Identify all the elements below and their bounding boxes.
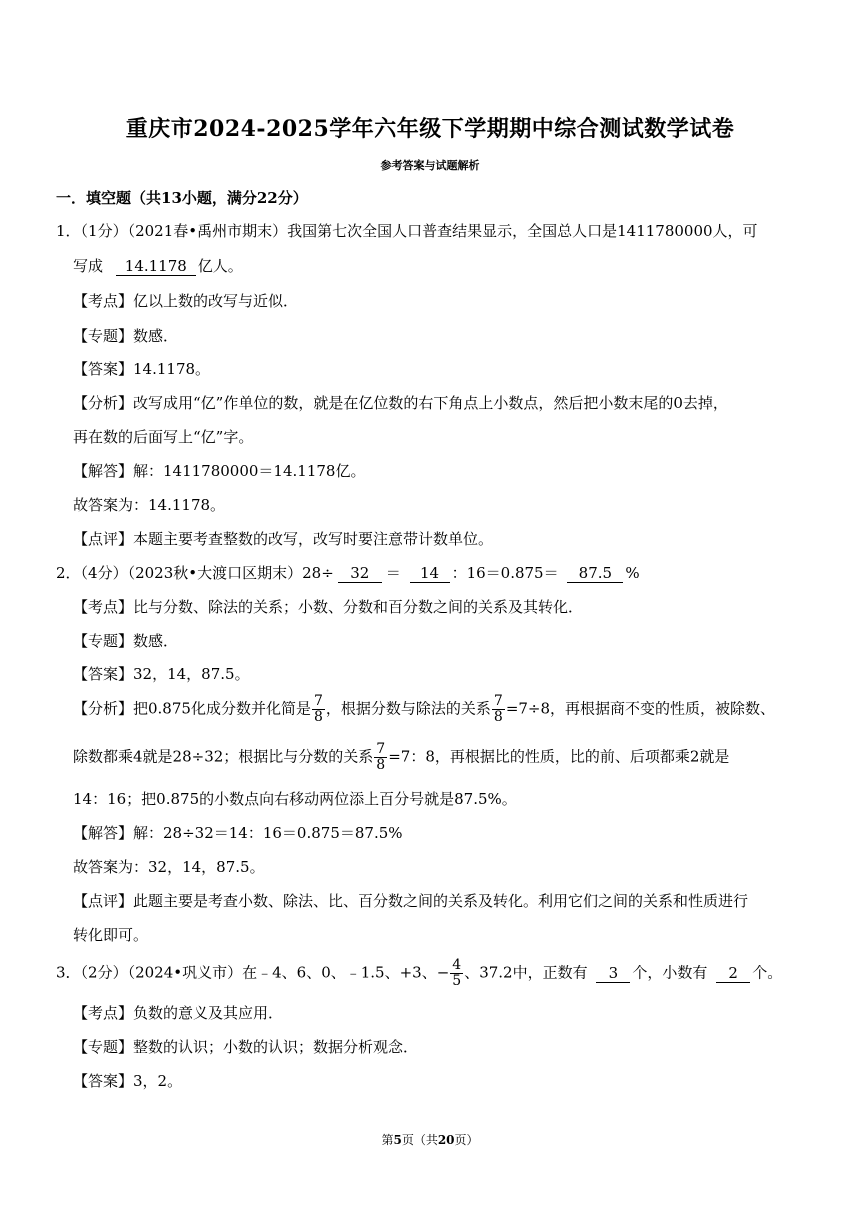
q2-daan: 【答案】32，14，87.5。	[73, 665, 250, 683]
q1-stem-prefix: 写成	[73, 257, 104, 275]
q2-answer-blank-3: 87.5	[567, 564, 623, 583]
q3-fraction	[450, 958, 463, 989]
q2-fraction-3-denominator: 8	[376, 757, 386, 773]
q2-guda: 故答案为：32，14，87.5。	[73, 858, 265, 876]
footer-prefix: 第	[381, 1133, 394, 1147]
section-heading: 一．填空题（共13小题，满分22分）	[56, 189, 308, 207]
q1-fenxi-line1: 【分析】改写成用“亿”作单位的数，就是在亿位数的右下角点上小数点，然后把小数末尾的0去掉，	[73, 394, 728, 412]
q1-daan: 【答案】14.1178。	[73, 360, 211, 378]
q2-fraction-2-numerator: 7	[493, 693, 503, 709]
q2-dianping-line1: 【点评】此题主要是考查小数、除法、比、百分数之间的关系及转化。利用它们之间的关系和性质进行	[73, 892, 749, 910]
q2-fraction-3	[374, 742, 387, 773]
q1-stem-line2	[73, 255, 243, 277]
q3-stem-suffix: 个。	[752, 963, 783, 982]
q3-fraction-denominator: 5	[452, 973, 462, 989]
q2-zhuanti: 【专题】数感．	[73, 632, 179, 650]
page-subtitle: 参考答案与试题解析	[380, 159, 480, 172]
q2-stem-suffix: %	[625, 564, 640, 582]
q2-answer-blank-2: 14	[410, 564, 450, 583]
q2-answer-blank-1: 32	[338, 564, 382, 583]
q3-daan: 【答案】3，2。	[73, 1072, 183, 1090]
q3-answer-blank-2: 2	[716, 964, 750, 983]
q2-stem-mid: ：16＝0.875＝	[451, 564, 559, 582]
q2-fenxi-text-b: ，根据分数与除法的关系	[325, 699, 491, 718]
q2-fraction-1	[312, 694, 325, 725]
footer-page-total: 20	[437, 1133, 455, 1147]
q3-zhuanti: 【专题】整数的认识；小数的认识；数据分析观念．	[73, 1038, 419, 1056]
q1-stem-suffix: 亿人。	[197, 257, 243, 275]
q2-fenxi-line1	[73, 694, 775, 725]
footer-page-number: 5	[393, 1133, 402, 1147]
q1-zhuanti: 【专题】数感．	[73, 327, 179, 345]
q2-fenxi-text-e: =7：8，再根据比的性质，比的前、后项都乘2就是	[388, 747, 730, 766]
q2-fraction-2-denominator: 8	[493, 709, 503, 725]
q3-stem-mid: 、37.2中，正数有	[464, 963, 588, 982]
q2-stem-prefix: 2．（4分）（2023秋•大渡口区期末）28÷	[56, 564, 334, 582]
page-title: 重庆市2024-2025学年六年级下学期期中综合测试数学试卷	[125, 116, 735, 142]
q1-fenxi-line2: 再在数的后面写上“亿”字。	[73, 428, 254, 446]
q2-fenxi-line2	[73, 742, 729, 773]
q3-stem-prefix: 3．（2分）（2024•巩义市）在﹣4、6、0、﹣1.5、+3、−	[56, 963, 450, 982]
q2-fraction-2	[492, 694, 505, 725]
q2-fenxi-text-c: =7÷8，再根据商不变的性质，被除数、	[505, 699, 776, 718]
q1-answer-blank: 14.1178	[116, 257, 196, 276]
q2-fraction-3-numerator: 7	[376, 741, 386, 757]
q3-stem-mid2: 个，小数有	[632, 963, 708, 982]
q3-answer-blank-1: 3	[596, 964, 630, 983]
q2-fraction-1-numerator: 7	[313, 693, 323, 709]
page-footer	[0, 1131, 860, 1148]
q1-guda: 故答案为：14.1178。	[73, 496, 226, 514]
q2-dianping-line2: 转化即可。	[73, 926, 149, 944]
q2-fenxi-text-a: 【分析】把0.875化成分数并化简是	[73, 699, 311, 718]
q2-kaodian: 【考点】比与分数、除法的关系；小数、分数和百分数之间的关系及其转化．	[73, 598, 584, 616]
q3-fraction-numerator: 4	[452, 957, 462, 973]
q1-stem: 1．（1分）（2021春•禹州市期末）我国第七次全国人口普查结果显示，全国总人口是1411780000人，可	[56, 222, 758, 240]
q2-jieda: 【解答】解：28÷32＝14：16＝0.875＝87.5%	[73, 824, 403, 842]
q2-fenxi-line3: 14：16；把0.875的小数点向右移动两位添上百分号就是87.5%。	[73, 790, 517, 808]
q3-kaodian: 【考点】负数的意义及其应用．	[73, 1004, 284, 1022]
q3-stem	[56, 958, 782, 989]
q2-stem-equals: ＝	[385, 564, 401, 582]
footer-middle: 页（共	[401, 1133, 438, 1147]
q1-dianping: 【点评】本题主要考查整数的改写，改写时要注意带计数单位。	[73, 530, 494, 548]
q1-kaodian: 【考点】亿以上数的改写与近似．	[73, 292, 299, 310]
q2-fraction-1-denominator: 8	[313, 709, 323, 725]
q2-stem	[56, 562, 640, 584]
footer-suffix: 页）	[454, 1133, 479, 1147]
q1-jieda: 【解答】解：1411780000＝14.1178亿。	[73, 462, 366, 480]
q2-fenxi-text-d: 除数都乘4就是28÷32；根据比与分数的关系	[73, 747, 374, 766]
